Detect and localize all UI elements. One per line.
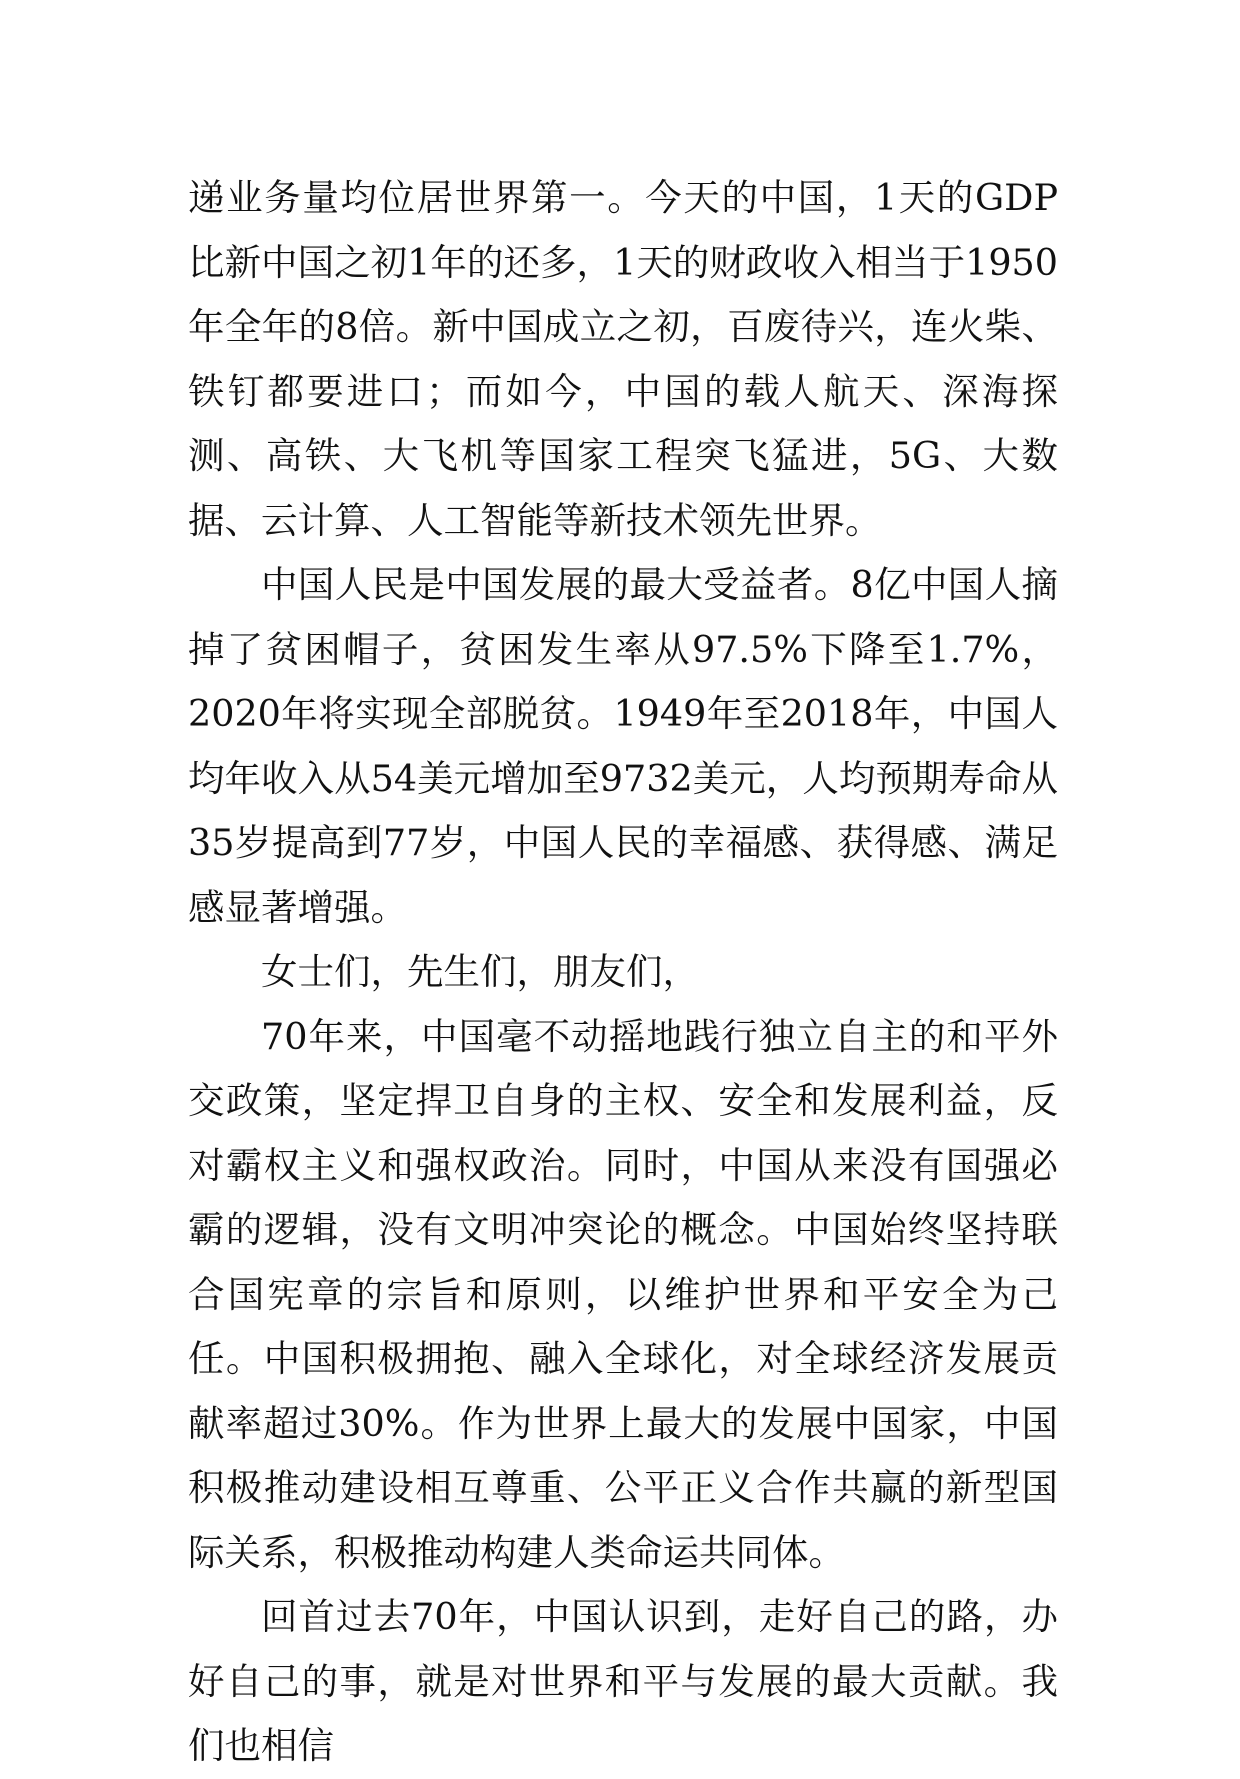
paragraph-development-achievements: 递业务量均位居世界第一。今天的中国，1天的GDP比新中国之初1年的还多，1天的财政收入相当于1950年全年的8倍。新中国成立之初，百废待兴，连火柴、铁钉都要进口；而如今，中国的载人航天、深海探测、高铁、大飞机等国家工程突飞猛进，5G、大数据、云计算、人工智能等新技术领先世界。 [188, 176, 1058, 542]
speech-text-body [188, 166, 1058, 1779]
paragraph-looking-back: 回首过去70年，中国认识到，走好自己的路，办好自己的事，就是对世界和平与发展的最大贡献。我们也相信 [188, 1595, 1058, 1767]
paragraph-people-benefit: 中国人民是中国发展的最大受益者。8亿中国人摘掉了贫困帽子，贫困发生率从97.5%下降至1.7%，2020年将实现全部脱贫。1949年至2018年，中国人均年收入从54美元增加至9732美元，人均预期寿命从35岁提高到77岁，中国人民的幸福感、获得感、满足感显著增强。 [188, 563, 1058, 929]
paragraph-salutation: 女士们，先生们，朋友们， [261, 950, 699, 993]
paragraph-foreign-policy: 70年来，中国毫不动摇地践行独立自主的和平外交政策，坚定捍卫自身的主权、安全和发展利益，反对霸权主义和强权政治。同时，中国从来没有国强必霸的逻辑，没有文明冲突论的概念。中国始终坚持联合国宪章的宗旨和原则，以维护世界和平安全为己任。中国积极拥抱、融入全球化，对全球经济发展贡献率超过30%。作为世界上最大的发展中国家，中国积极推动建设相互尊重、公平正义合作共赢的新型国际关系，积极推动构建人类命运共同体。 [188, 1014, 1058, 1574]
